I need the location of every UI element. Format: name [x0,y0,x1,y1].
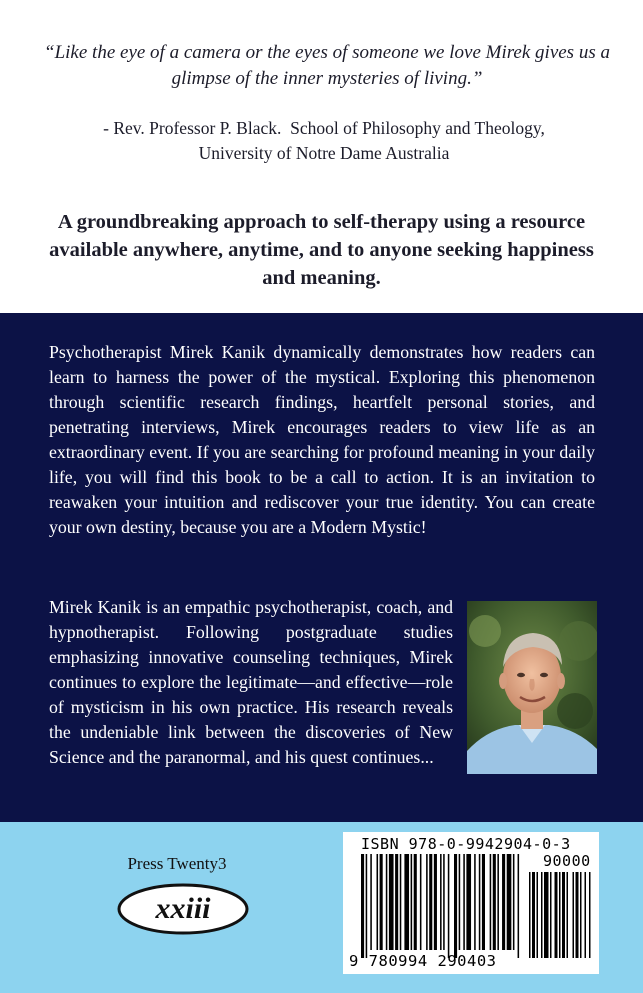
addon-bar [529,872,531,958]
middle-section [0,313,643,822]
barcode-bar [386,854,388,950]
addon-bar [532,872,535,958]
barcode-bar [426,854,428,950]
barcode-bar [513,854,515,950]
barcode-bar [440,854,442,950]
barcode-bar [377,854,379,950]
addon-bar [589,872,591,958]
barcode-bar [389,854,394,950]
addon-bar [537,872,539,958]
top-section [0,0,643,313]
price-code: 90000 [543,852,591,870]
barcode-bar [490,854,492,950]
barcode-bar [429,854,432,950]
addon-bar [550,872,552,958]
book-description: Psychotherapist Mirek Kanik dynamically demonstrates how readers can learn to harness the power of the mystical. Exploring this phenomenon through scientific research findings, heartfelt personal stories, and penetrating interviews, Mirek encourages readers to view life as an extraordinary event. If you are searching for profound meaning in your daily life, you will find this book to be a call to action. It is an invitation to reawaken your intuition and rediscover your true identity. You can create your own destiny, because you are a Modern Mystic! [49,342,595,537]
barcode-bar [502,854,505,950]
addon-bar [562,872,565,958]
barcode-bar [507,854,512,950]
barcode-bar [443,854,445,950]
barcode-bar [380,854,383,950]
addon-bar [544,872,549,958]
logo-text: xxiii [155,892,211,925]
endorsement-attribution [44,116,604,166]
barcode-bar [518,854,520,958]
barcode-bar [400,854,402,950]
barcode-bar [474,854,476,950]
barcode-bar [420,854,422,950]
attribution-line-2: University of Notre Dame Australia [198,143,450,163]
bottom-section [0,822,643,993]
barcode-bar [459,854,461,950]
isbn-label: ISBN 978-0-9942904-0-3 [361,835,571,853]
barcode-bar [497,854,499,950]
attribution-line-1: - Rev. Professor P. Black. School of Philosophy and Theology, [103,118,545,138]
barcode-bar [404,854,409,950]
addon-bar [585,872,587,958]
author-bio: Mirek Kanik is an empathic psychotherapist, coach, and hypnotherapist. Following postgraduate studies emphasizing innovative counseling techniques, Mirek continues to explore the legitimate—and effective—role of mysticism in his own practice. His research reveals the undeniable link between the discoveries of New Science and the paranormal, and his quest continues... [49,597,453,767]
barcode-bar [448,854,450,958]
addon-bar [580,872,582,958]
addon-bar [573,872,575,958]
barcode-bar [411,854,413,950]
barcode-bar [414,854,417,950]
publisher-logo [116,882,251,936]
barcode-bar [366,854,368,958]
barcode-bar [454,854,457,958]
addon-bar [567,872,569,958]
addon-bar [576,872,579,958]
author-photo [467,601,597,774]
publisher-name: Press Twenty3 [127,854,227,873]
barcode-bar [482,854,485,950]
barcode-bar [434,854,437,950]
barcode-bar [493,854,496,950]
tagline: A groundbreaking approach to self-therapy using a resource available anywhere, anytime, and to anyone seeking happiness and meaning. [49,211,594,289]
addon-bar [541,872,543,958]
endorsement-quote: “Like the eye of a camera or the eyes of someone we love Mirek gives us a glimpse of the inner mysteries of living.” [44,42,610,89]
addon-bar [559,872,561,958]
barcode-bar [395,854,398,950]
addon-bar [555,872,558,958]
isbn-barcode [343,832,599,974]
barcode-bar [466,854,471,950]
barcode-bar [479,854,481,950]
barcode-bar [370,854,372,950]
barcode-bar [463,854,465,950]
barcode-bar [361,854,364,958]
ean-digits: 9 780994 290403 [349,952,497,970]
